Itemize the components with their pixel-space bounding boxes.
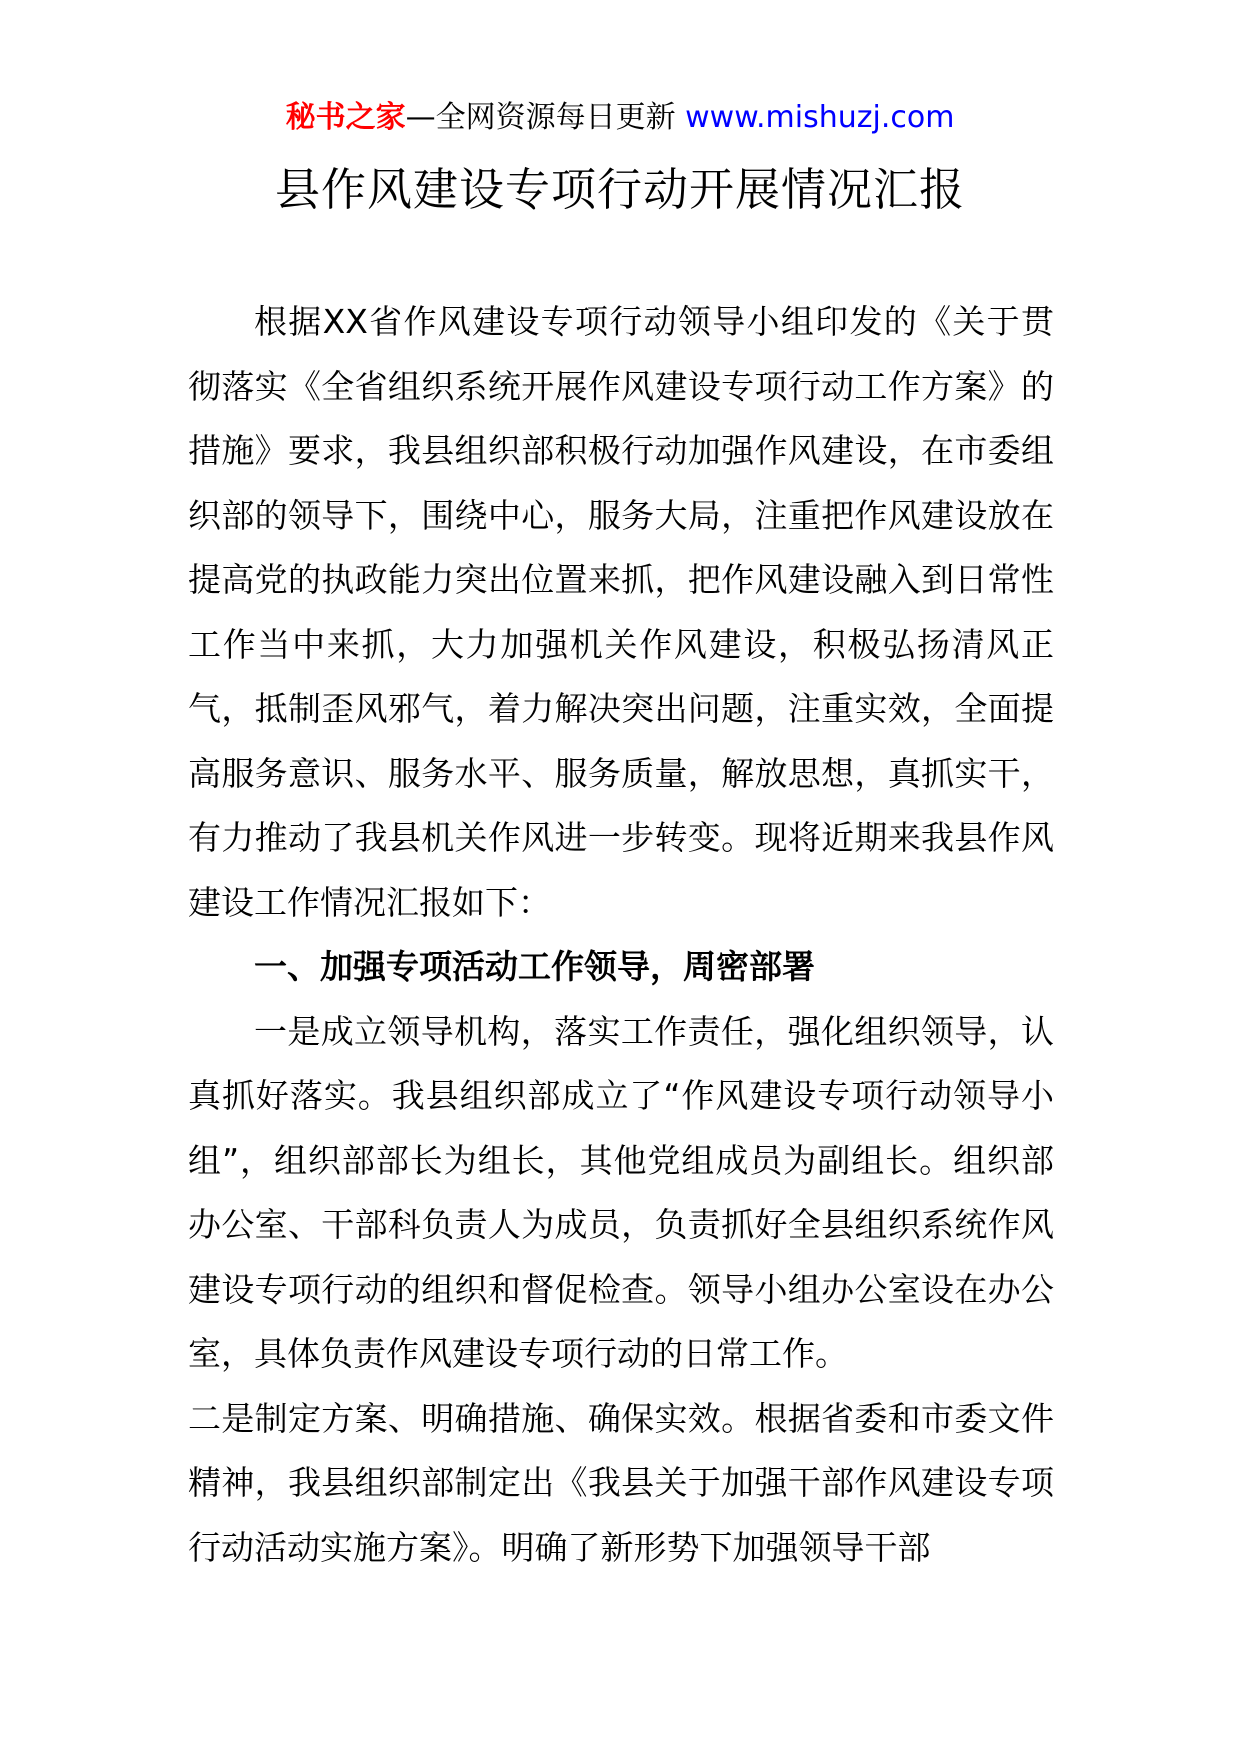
intro-paragraph: 根据XX省作风建设专项行动领导小组印发的《关于贯彻落实《全省组织系统开展作风建设专项行动工作方案》的措施》要求，我县组织部积极行动加强作风建设，在市委组织部的领导下，围绕中心，服务大局，注重把作风建设放在提高党的执政能力突出位置来抓，把作风建设融入到日常性工作当中来抓，大力加强机关作风建设，积极弘扬清风正气，抵制歪风邪气，着力解决突出问题，注重实效，全面提高服务意识、服务水平、服务质量，解放思想，真抓实干，有力推动了我县机关作风进一步转变。现将近期来我县作风建设工作情况汇报如下： (188, 302, 1054, 922)
body-paragraph: 一是成立领导机构，落实工作责任，强化组织领导，认真抓好落实。我县组织部成立了“作风建设专项行动领导小组”，组织部部长为组长，其他党组成员为副组长。组织部办公室、干部科负责人为成员，负责抓好全县组织系统作风建设专项行动的组织和督促检查。领导小组办公室设在办公室，具体负责作风建设专项行动的日常工作。 (188, 1011, 1054, 1373)
document-title: 县作风建设专项行动开展情况汇报 (274, 163, 965, 216)
website-link[interactable]: www.mishuzj.com (685, 100, 955, 135)
section-heading: 一、加强专项活动工作领导，周密部署 (254, 947, 815, 986)
body-paragraph: 二是制定方案、明确措施、确保实效。根据省委和市委文件精神，我县组织部制定出《我县关于加强干部作风建设专项行动活动实施方案》。明确了新形势下加强领导干部 (188, 1398, 1054, 1567)
document-body (188, 290, 1054, 1580)
site-header-banner (0, 98, 1240, 138)
header-tagline: —全网资源每日更新 (405, 100, 686, 135)
brand-name: 秘书之家 (285, 100, 406, 135)
